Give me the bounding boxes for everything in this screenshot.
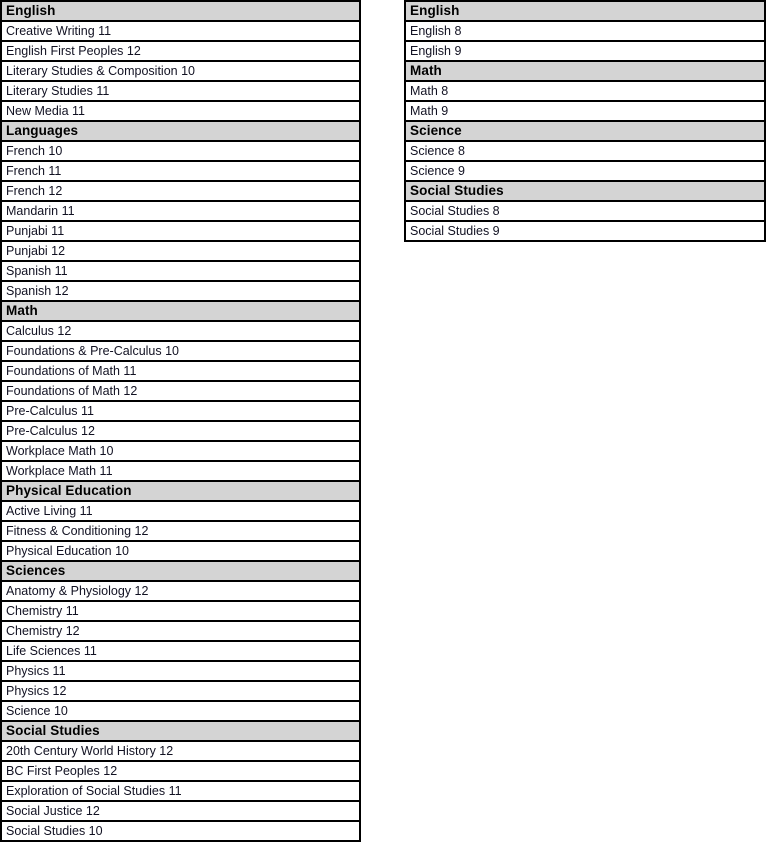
senior-course-row <box>1 161 360 181</box>
course-name-label[interactable]: French 11 <box>1 161 360 181</box>
course-name-label[interactable]: Foundations of Math 11 <box>1 361 360 381</box>
senior-course-row <box>1 61 360 81</box>
senior-course-row <box>1 821 360 841</box>
junior-course-row <box>405 81 765 101</box>
junior-section-header-row <box>405 121 765 141</box>
course-name-label[interactable]: Fitness & Conditioning 12 <box>1 521 360 541</box>
course-name-label[interactable]: Mandarin 11 <box>1 201 360 221</box>
course-name-label[interactable]: Pre-Calculus 11 <box>1 401 360 421</box>
junior-course-table-body <box>405 1 765 241</box>
junior-course-row <box>405 101 765 121</box>
senior-course-row <box>1 621 360 641</box>
section-header-label: Sciences <box>1 561 360 581</box>
course-name-label[interactable]: Literary Studies 11 <box>1 81 360 101</box>
section-header-label: Social Studies <box>1 721 360 741</box>
course-name-label[interactable]: Spanish 12 <box>1 281 360 301</box>
course-name-label[interactable]: Social Studies 10 <box>1 821 360 841</box>
junior-section-header-row <box>405 181 765 201</box>
course-name-label[interactable]: English 9 <box>405 41 765 61</box>
course-name-label[interactable]: Foundations & Pre-Calculus 10 <box>1 341 360 361</box>
junior-course-row <box>405 221 765 241</box>
senior-course-row <box>1 701 360 721</box>
course-name-label[interactable]: Chemistry 12 <box>1 621 360 641</box>
section-header-label: Math <box>1 301 360 321</box>
course-name-label[interactable]: Math 8 <box>405 81 765 101</box>
section-header-label: Social Studies <box>405 181 765 201</box>
senior-course-row <box>1 381 360 401</box>
senior-course-row <box>1 101 360 121</box>
course-name-label[interactable]: Physical Education 10 <box>1 541 360 561</box>
course-name-label[interactable]: English 8 <box>405 21 765 41</box>
course-name-label[interactable]: 20th Century World History 12 <box>1 741 360 761</box>
senior-course-row <box>1 181 360 201</box>
senior-course-row <box>1 581 360 601</box>
senior-course-row <box>1 761 360 781</box>
senior-section-header-row <box>1 301 360 321</box>
course-name-label[interactable]: Anatomy & Physiology 12 <box>1 581 360 601</box>
senior-course-row <box>1 141 360 161</box>
course-name-label[interactable]: Life Sciences 11 <box>1 641 360 661</box>
course-name-label[interactable]: Math 9 <box>405 101 765 121</box>
senior-course-row <box>1 421 360 441</box>
senior-course-row <box>1 281 360 301</box>
junior-section-header-row <box>405 61 765 81</box>
course-name-label[interactable]: Science 9 <box>405 161 765 181</box>
senior-course-row <box>1 801 360 821</box>
course-name-label[interactable]: Workplace Math 11 <box>1 461 360 481</box>
senior-course-row <box>1 21 360 41</box>
course-name-label[interactable]: Social Studies 8 <box>405 201 765 221</box>
course-name-label[interactable]: Workplace Math 10 <box>1 441 360 461</box>
senior-course-table-body <box>1 1 360 841</box>
senior-section-header-row <box>1 561 360 581</box>
junior-section-header-row <box>405 1 765 21</box>
senior-course-row <box>1 641 360 661</box>
senior-course-row <box>1 241 360 261</box>
course-name-label[interactable]: Social Justice 12 <box>1 801 360 821</box>
senior-course-row <box>1 261 360 281</box>
senior-course-row <box>1 781 360 801</box>
senior-course-table <box>0 0 361 842</box>
senior-course-row <box>1 661 360 681</box>
course-name-label[interactable]: Punjabi 11 <box>1 221 360 241</box>
section-header-label: Physical Education <box>1 481 360 501</box>
course-name-label[interactable]: Physics 12 <box>1 681 360 701</box>
junior-course-row <box>405 41 765 61</box>
senior-course-row <box>1 41 360 61</box>
course-name-label[interactable]: Punjabi 12 <box>1 241 360 261</box>
course-name-label[interactable]: Foundations of Math 12 <box>1 381 360 401</box>
course-name-label[interactable]: Spanish 11 <box>1 261 360 281</box>
senior-course-row <box>1 541 360 561</box>
senior-course-row <box>1 501 360 521</box>
junior-course-row <box>405 141 765 161</box>
course-name-label[interactable]: French 10 <box>1 141 360 161</box>
junior-course-table <box>404 0 766 242</box>
junior-course-row <box>405 201 765 221</box>
course-name-label[interactable]: Calculus 12 <box>1 321 360 341</box>
senior-course-row <box>1 521 360 541</box>
course-name-label[interactable]: New Media 11 <box>1 101 360 121</box>
course-name-label[interactable]: Social Studies 9 <box>405 221 765 241</box>
senior-course-row <box>1 401 360 421</box>
course-name-label[interactable]: Science 10 <box>1 701 360 721</box>
section-header-label: English <box>1 1 360 21</box>
senior-section-header-row <box>1 481 360 501</box>
course-name-label[interactable]: French 12 <box>1 181 360 201</box>
course-name-label[interactable]: Creative Writing 11 <box>1 21 360 41</box>
senior-course-row <box>1 461 360 481</box>
junior-course-row <box>405 21 765 41</box>
senior-course-row <box>1 341 360 361</box>
senior-course-row <box>1 441 360 461</box>
section-header-label: Math <box>405 61 765 81</box>
course-name-label[interactable]: Active Living 11 <box>1 501 360 521</box>
section-header-label: English <box>405 1 765 21</box>
senior-course-row <box>1 741 360 761</box>
senior-course-row <box>1 681 360 701</box>
senior-course-row <box>1 361 360 381</box>
course-name-label[interactable]: Chemistry 11 <box>1 601 360 621</box>
senior-section-header-row <box>1 721 360 741</box>
course-name-label[interactable]: Physics 11 <box>1 661 360 681</box>
course-name-label[interactable]: Literary Studies & Composition 10 <box>1 61 360 81</box>
course-name-label[interactable]: Pre-Calculus 12 <box>1 421 360 441</box>
senior-course-row <box>1 601 360 621</box>
section-header-label: Science <box>405 121 765 141</box>
senior-course-row <box>1 81 360 101</box>
course-name-label[interactable]: English First Peoples 12 <box>1 41 360 61</box>
senior-section-header-row <box>1 121 360 141</box>
course-name-label[interactable]: Exploration of Social Studies 11 <box>1 781 360 801</box>
course-name-label[interactable]: BC First Peoples 12 <box>1 761 360 781</box>
senior-course-row <box>1 201 360 221</box>
section-header-label: Languages <box>1 121 360 141</box>
senior-course-row <box>1 321 360 341</box>
senior-course-row <box>1 221 360 241</box>
course-name-label[interactable]: Science 8 <box>405 141 765 161</box>
junior-course-row <box>405 161 765 181</box>
senior-section-header-row <box>1 1 360 21</box>
